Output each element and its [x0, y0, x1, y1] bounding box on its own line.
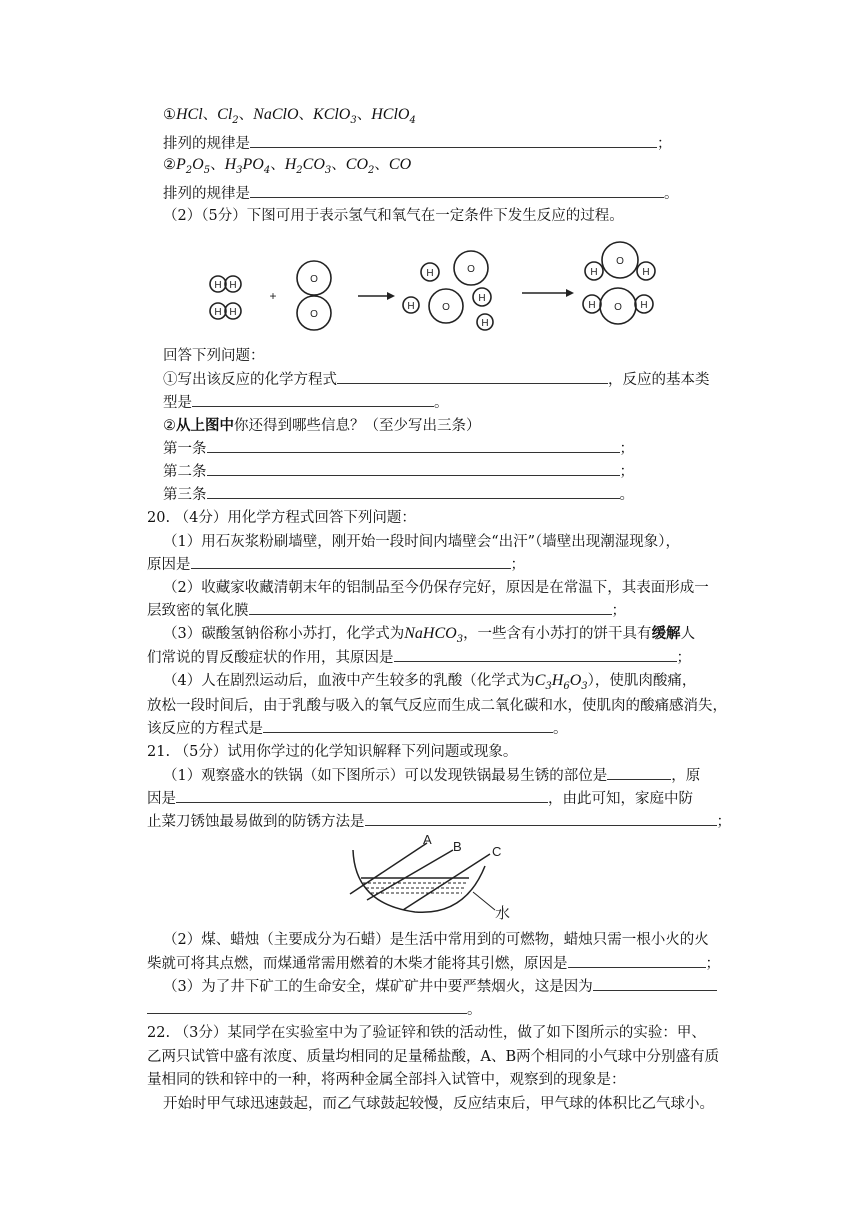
q20-p3-cont: 们常说的胃反酸症状的作用，其原因是 ；: [147, 647, 691, 669]
hydrogen-atom-label: H: [642, 267, 650, 278]
part2-title: （2）（5分）下图可用于表示氢气和氧气在一定条件下发生反应的过程。: [163, 208, 624, 224]
formula-series-1: ①HCl、$Cl_2$、NaClO、KClO$_3$、HClO$_4$: [163, 106, 416, 126]
answer-blank[interactable]: [365, 811, 717, 826]
answer-blank[interactable]: [249, 600, 612, 615]
q20-p4: （4）人在剧烈运动后，血液中产生较多的乳酸（化学式为$C_3H_6O_3$），使肌肉酸痛，: [163, 672, 697, 692]
hydrogen-atom-label: H: [478, 293, 486, 304]
plus-sign: +: [269, 289, 277, 303]
oxygen-atom-label: O: [442, 302, 450, 313]
q19-sub1: ①写出该反应的化学方程式 ，反应的基本类: [163, 369, 710, 391]
hydrogen-atom-label: H: [481, 318, 489, 329]
hydrogen-atom-label: H: [214, 307, 222, 318]
rule-line-2: 排列的规律是 。: [163, 183, 679, 205]
hydrogen-atom-label: H: [426, 268, 434, 279]
q20-p3: （3）碳酸氢钠俗称小苏打，化学式为NaHCO$_3$，一些含有小苏打的饼干具有缓解人: [163, 625, 696, 645]
answer-blank[interactable]: [147, 999, 467, 1014]
q20-p2-cont: 层致密的氧化膜 ；: [147, 600, 626, 622]
answer-blank[interactable]: [593, 976, 717, 991]
iron-pot-diagram: [345, 832, 520, 924]
formula-series-2: $②P_2O_5$、$H_3PO_4$、$H_2CO_3$、$CO_2$、CO: [163, 156, 412, 176]
answer-intro: 回答下列问题：: [163, 348, 265, 364]
answer-blank[interactable]: [207, 484, 620, 499]
q20-p2: （2）收藏家收藏清朝末年的铝制品至今仍保存完好，原因是在常温下，其表面形成一: [163, 580, 709, 596]
q20-p4-cont2: 该反应的方程式是 。: [147, 718, 568, 740]
answer-blank[interactable]: [263, 718, 553, 733]
answer-blank[interactable]: [207, 438, 620, 453]
q21-p3-cont: 。: [147, 999, 482, 1021]
q19-sub1-cont: 型是 。: [163, 392, 449, 414]
q21-p3: （3）为了井下矿工的生命安全，煤矿矿井中要严禁烟火，这是因为: [163, 976, 717, 998]
q20-p1: （1）用石灰浆粉刷墙壁，刚开始一段时间内墙壁会“出汗”（墙壁出现潮湿现象），: [163, 534, 681, 550]
water-label: 水: [495, 905, 511, 922]
hydrogen-atom-label: H: [214, 280, 222, 291]
answer-blank[interactable]: [337, 369, 608, 384]
q20-p1-cont: 原因是 ；: [147, 554, 525, 576]
answer-blank[interactable]: [250, 183, 664, 198]
oxygen-atom-label: O: [614, 302, 622, 313]
point-a-label: A: [423, 832, 432, 847]
q22-line-2: 乙两只试管中盛有浓度、质量均相同的足量稀盐酸，A、B两个相同的小气球中分别盛有质: [147, 1049, 720, 1065]
reaction-diagram: [200, 236, 670, 341]
q21-p2: （2）煤、蜡烛（主要成分为石蜡）是生活中常用到的可燃物，蜡烛只需一根小火的火: [163, 932, 709, 948]
hydrogen-atom-label: H: [407, 301, 415, 312]
answer-blank[interactable]: [607, 765, 671, 780]
q22-line-3: 量相同的铁和锌中的一种，将两种金属全部抖入试管中，观察到的现象是：: [147, 1072, 626, 1088]
q22-line-1: 22. （3分）某同学在实验室中为了验证锌和铁的活动性，做了如下图所示的实验：甲、: [147, 1025, 706, 1041]
answer-blank[interactable]: [207, 461, 620, 476]
info-line-3: 第三条 。: [163, 484, 634, 506]
oxygen-atom-label: O: [310, 309, 318, 320]
hydrogen-atom-label: H: [588, 300, 596, 311]
hydrogen-atom-label: H: [229, 280, 237, 291]
q20-title: 20. （4分）用化学方程式回答下列问题：: [147, 510, 416, 526]
oxygen-atom-label: O: [310, 274, 318, 285]
hydrogen-atom-label: H: [229, 307, 237, 318]
info-line-1: 第一条 ；: [163, 438, 634, 460]
q20-p4-cont: 放松一段时间后，由于乳酸与吸入的氧气反应而生成二氧化碳和水，使肌肉的酸痛感消失，: [147, 698, 727, 714]
hydrogen-atom-label: H: [590, 267, 598, 278]
point-b-label: B: [453, 839, 462, 854]
oxygen-atom-label: O: [616, 256, 624, 267]
info-line-2: 第二条 ；: [163, 461, 634, 483]
point-c-label: C: [492, 844, 502, 859]
q21-p1: （1）观察盛水的铁锅（如下图所示）可以发现铁锅最易生锈的部位是 ，原: [163, 765, 700, 787]
hydrogen-atom-label: H: [640, 300, 648, 311]
q19-sub2: ②从上图中你还得到哪些信息？（至少写出三条）: [163, 417, 481, 434]
q21-p1-cont2: 止菜刀锈蚀最易做到的防锈方法是 ；: [147, 811, 731, 833]
answer-blank[interactable]: [394, 647, 677, 662]
q21-p1-cont: 因是 ，由此可知，家庭中防: [147, 788, 693, 810]
answer-blank[interactable]: [250, 133, 657, 148]
answer-blank[interactable]: [176, 788, 548, 803]
answer-blank[interactable]: [191, 554, 511, 569]
q21-p2-cont: 柴就可将其点燃，而煤通常需用燃着的木柴才能将其引燃，原因是 ；: [147, 953, 720, 975]
answer-blank[interactable]: [192, 392, 434, 407]
answer-blank[interactable]: [568, 953, 706, 968]
q22-line-4: 开始时甲气球迅速鼓起，而乙气球鼓起较慢，反应结束后，甲气球的体积比乙气球小。: [163, 1096, 714, 1112]
q21-title: 21. （5分）试用你学过的化学知识解释下列问题或现象。: [147, 744, 518, 760]
oxygen-atom-label: O: [467, 264, 475, 275]
rule-line-1: 排列的规律是 ；: [163, 133, 672, 155]
